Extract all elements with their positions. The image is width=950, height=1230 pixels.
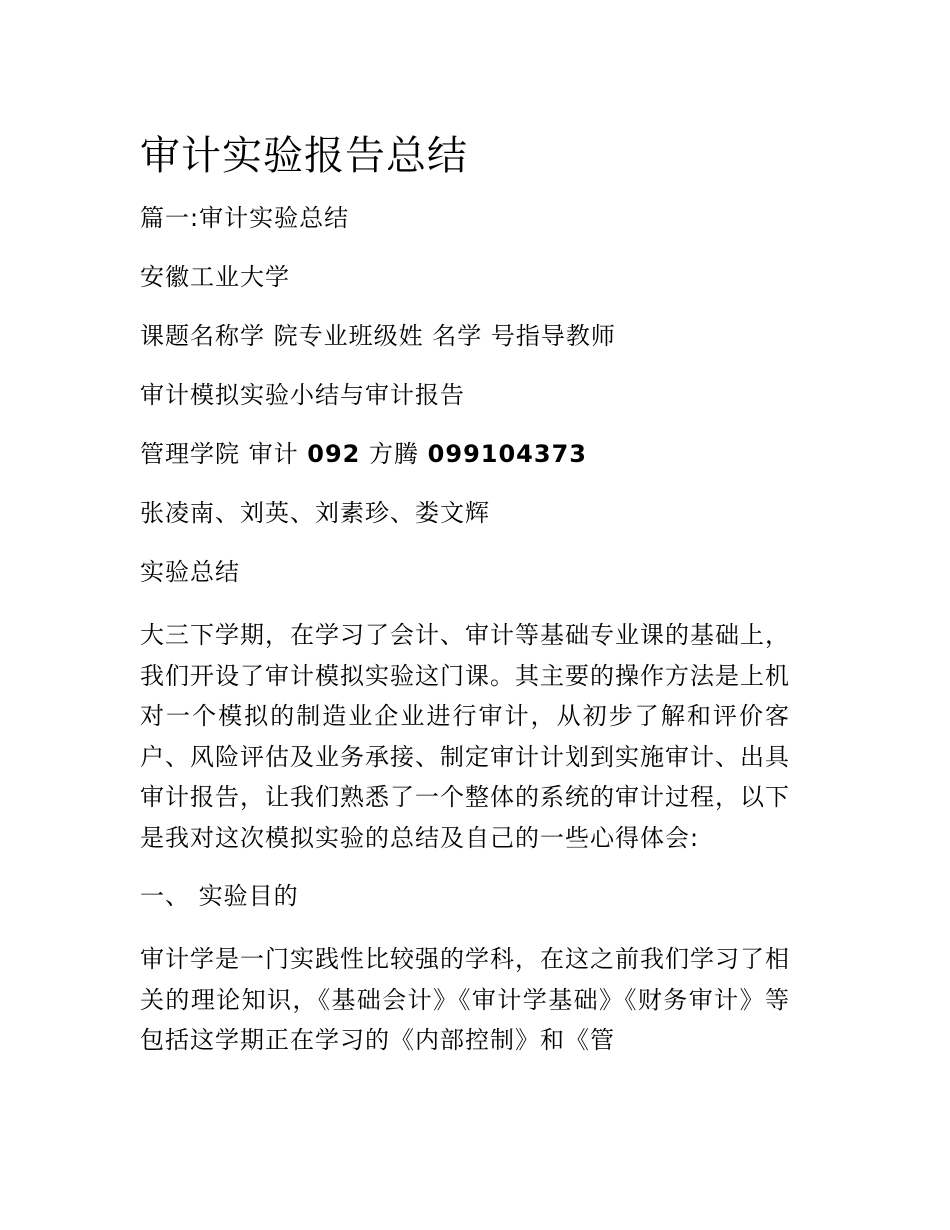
paragraph-objective: 审计学是一门实践性比较强的学科，在这之前我们学习了相关的理论知识，《基础会计》《审计学基础》《财务审计》等包括这学期正在学习的《内部控制》和《管 bbox=[140, 945, 790, 1054]
student-name: 方腾 bbox=[369, 440, 420, 468]
document-page bbox=[140, 130, 800, 1083]
class-number: 092 bbox=[307, 440, 361, 468]
subtitle: 篇一:审计实验总结 bbox=[140, 204, 350, 232]
university-name: 安徽工业大学 bbox=[140, 263, 290, 291]
student-id: 099104373 bbox=[427, 440, 587, 468]
paragraph-summary: 大三下学期，在学习了会计、审计等基础专业课的基础上，我们开设了审计模拟实验这门课。其主要的操作方法是上机对一个模拟的制造业企业进行审计，从初步了解和评价客户、风险评估及业务承接、制定审计计划到实施审计、出具审计报告，让我们熟悉了一个整体的系统的审计过程，以下是我对这次模拟实验的总结及自己的一些心得体会: bbox=[140, 621, 790, 852]
student-info bbox=[140, 438, 800, 470]
header-fields: 课题名称学 院专业班级姓 名学 号指导教师 bbox=[140, 322, 616, 350]
course-name: 审计模拟实验小结与审计报告 bbox=[140, 381, 465, 409]
teachers: 张凌南、刘英、刘素珍、娄文辉 bbox=[140, 499, 490, 527]
section-label: 实验总结 bbox=[140, 558, 240, 586]
college: 管理学院 审计 bbox=[140, 440, 299, 468]
document-title: 审计实验报告总结 bbox=[140, 133, 468, 179]
section-heading-objective: 一、 实验目的 bbox=[140, 882, 299, 910]
